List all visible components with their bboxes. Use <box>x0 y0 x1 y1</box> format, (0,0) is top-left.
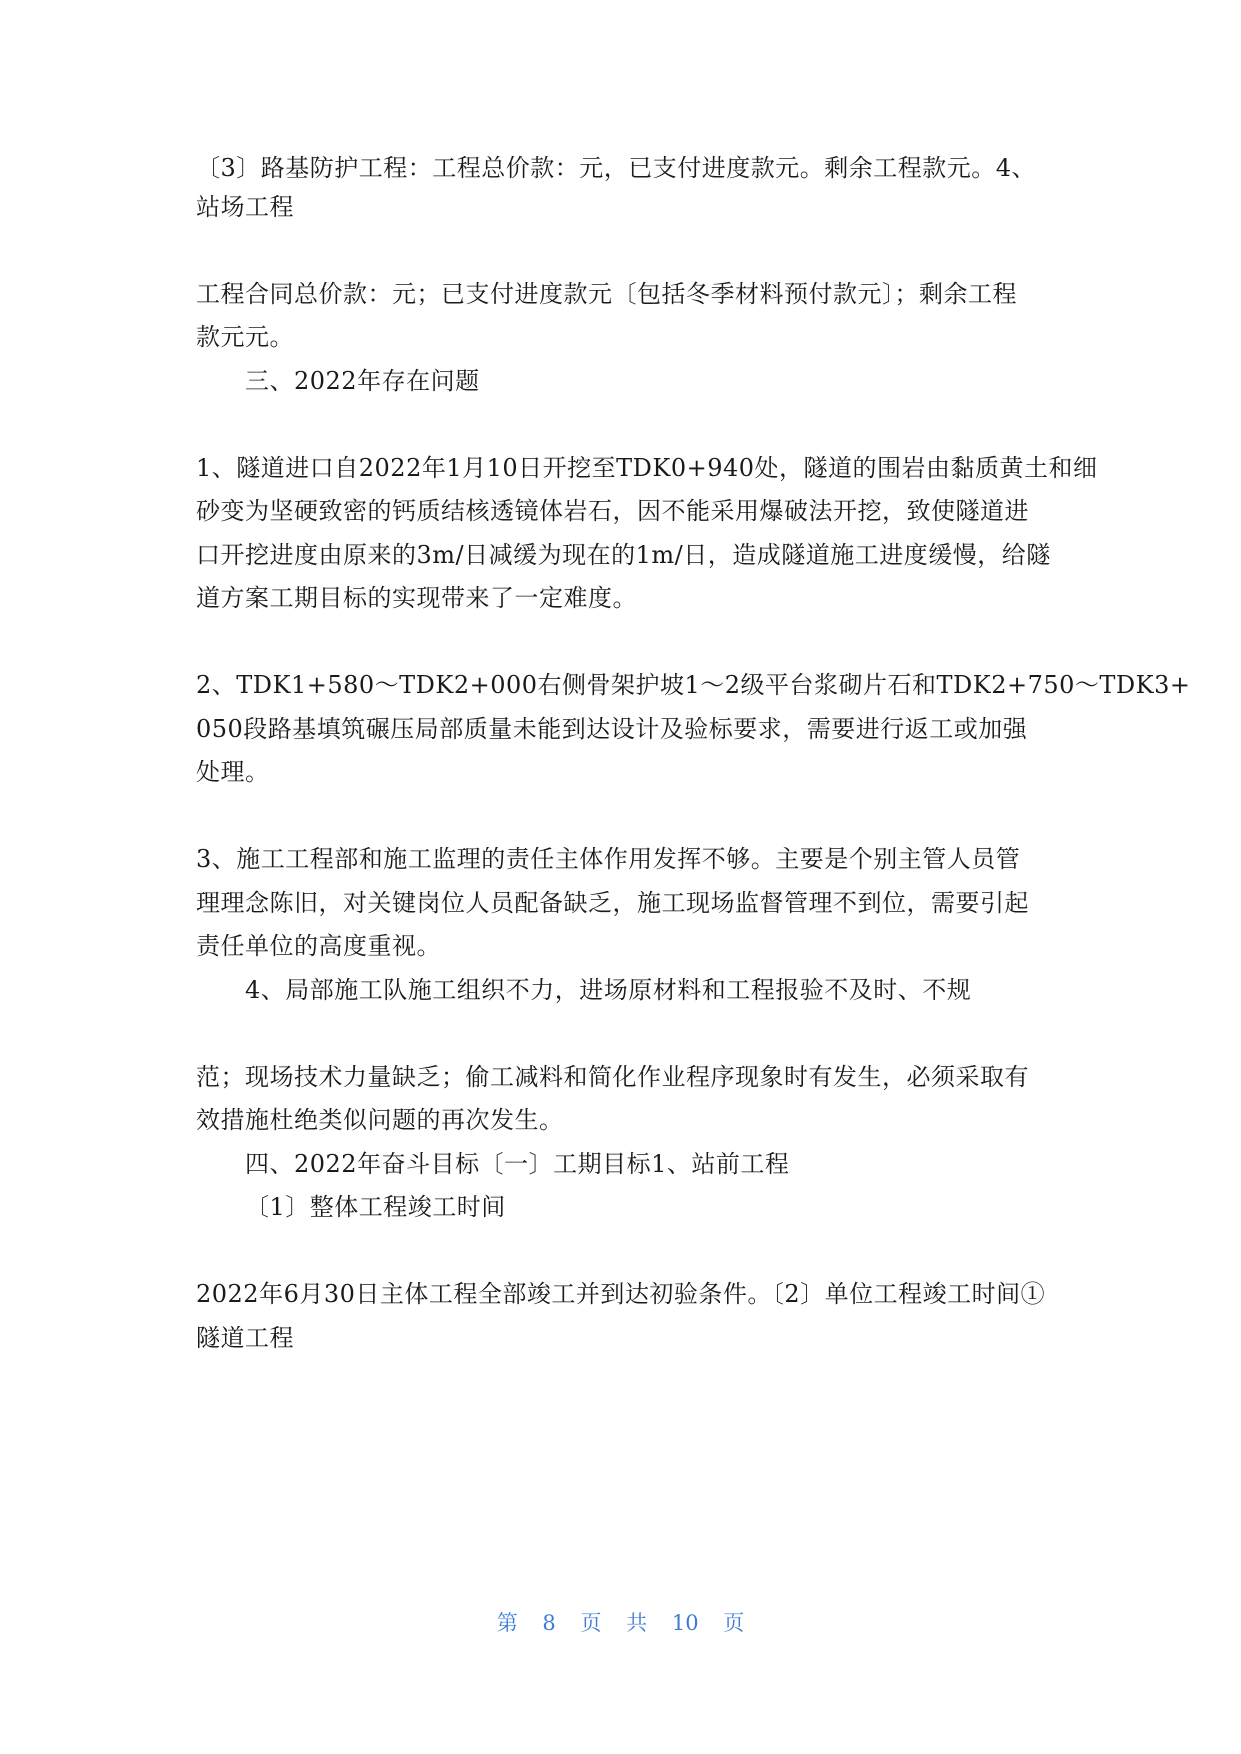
section-heading: 三、2022年存在问题 <box>245 367 480 395</box>
text-line: 工程合同总价款：元；已支付进度款元〔包括冬季材料预付款元〕；剩余工程 <box>196 280 1017 308</box>
footer-di: 第 <box>496 1611 518 1635</box>
text-line: 理理念陈旧，对关键岗位人员配备缺乏，施工现场监督管理不到位，需要引起 <box>196 889 1029 917</box>
text-line: 隧道工程 <box>196 1324 294 1352</box>
text-line: 口开挖进度由原来的3m/日减缓为现在的1m/日，造成隧道施工进度缓慢，给隧 <box>196 541 1051 569</box>
footer-page-number: 8 <box>542 1611 556 1635</box>
text-line: 效措施杜绝类似问题的再次发生。 <box>196 1106 564 1134</box>
text-line: 范；现场技术力量缺乏；偷工减料和简化作业程序现象时有发生，必须采取有 <box>196 1063 1029 1091</box>
text-line: 〔3〕路基防护工程：工程总价款：元，已支付进度款元。剩余工程款元。4、 <box>196 154 1037 182</box>
text-line: 3、施工工程部和施工监理的责任主体作用发挥不够。主要是个别主管人员管 <box>196 845 1021 873</box>
text-line: 道方案工期目标的实现带来了一定难度。 <box>196 584 637 612</box>
footer-ye2: 页 <box>723 1611 745 1635</box>
section-heading: 四、2022年奋斗目标〔一〕工期目标1、站前工程 <box>245 1150 790 1178</box>
text-line: 〔1〕整体工程竣工时间 <box>245 1193 506 1221</box>
text-line: 责任单位的高度重视。 <box>196 932 441 960</box>
footer-gong: 共 <box>626 1611 648 1635</box>
text-line: 砂变为坚硬致密的钙质结核透镜体岩石，因不能采用爆破法开挖，致使隧道进 <box>196 497 1029 525</box>
text-line: 款元元。 <box>196 323 294 351</box>
text-line: 1、隧道进口自2022年1月10日开挖至TDK0+940处，隧道的围岩由黏质黄土和细 <box>196 454 1098 482</box>
text-line: 处理。 <box>196 758 270 786</box>
text-line: 050段路基填筑碾压局部质量未能到达设计及验标要求，需要进行返工或加强 <box>196 715 1028 743</box>
footer-ye: 页 <box>580 1611 602 1635</box>
text-line: 2、TDK1+580～TDK2+000右侧骨架护坡1～2级平台浆砌片石和TDK2+750～TDK3+ <box>196 671 1191 699</box>
footer-total-pages: 10 <box>671 1611 699 1635</box>
page-footer <box>0 1608 1241 1638</box>
text-line: 站场工程 <box>196 193 294 221</box>
text-line: 4、局部施工队施工组织不力，进场原材料和工程报验不及时、不规 <box>245 976 972 1004</box>
text-line: 2022年6月30日主体工程全部竣工并到达初验条件。〔2〕单位工程竣工时间① <box>196 1280 1046 1308</box>
